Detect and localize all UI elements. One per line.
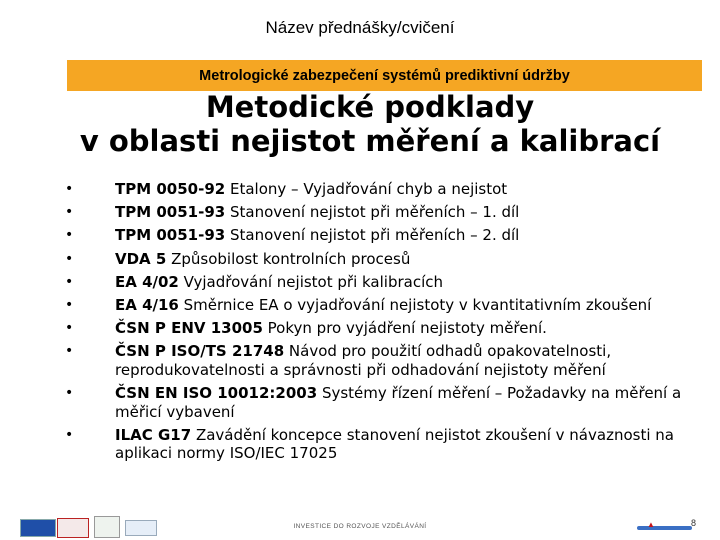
standard-code: EA 4/02 xyxy=(115,272,179,291)
project-logo xyxy=(637,518,697,535)
standard-code: TPM 0051-93 xyxy=(115,203,226,222)
standard-code: ČSN P ISO/TS 21748 xyxy=(115,342,285,361)
bullet-icon: • xyxy=(65,320,74,337)
list-item xyxy=(60,226,700,245)
subject-banner xyxy=(67,60,702,91)
list-item xyxy=(60,342,700,379)
list-item xyxy=(60,250,700,269)
bullet-icon: • xyxy=(65,250,74,267)
standard-code: ČSN EN ISO 10012:2003 xyxy=(115,384,318,402)
standard-description: Vyjadřování nejistot při kalibracích xyxy=(178,272,444,291)
bullet-icon: • xyxy=(65,204,74,221)
standard-description: Směrnice EA o vyjadřování nejistoty v kvantitativním zkoušení xyxy=(178,295,652,314)
standards-list xyxy=(60,180,700,467)
bullet-icon: • xyxy=(65,273,74,290)
standard-description: Zavádění koncepce stanovení nejistot zkoušení v návaznosti na aplikaci normy ISO/IEC 17025 xyxy=(115,425,674,463)
swoosh-icon xyxy=(637,526,692,530)
list-item xyxy=(60,203,700,222)
standard-code: TPM 0051-93 xyxy=(115,226,226,245)
standard-description: Způsobilost kontrolních procesů xyxy=(166,249,411,268)
bullet-icon: • xyxy=(65,181,74,197)
bullet-icon: • xyxy=(65,227,74,244)
subject-banner-text: Metrologické zabezpečení systémů prediktivní údržby xyxy=(199,67,570,84)
footer-investment-text: INVESTICE DO ROZVOJE VZDĚLÁVÁNÍ xyxy=(293,523,427,530)
standard-description: Návod pro použití odhadů opakovatelnosti, reprodukovatelnosti a správnosti při odhadování nejistoty měření xyxy=(115,342,612,379)
standard-description: Stanovení nejistot při měřeních – 2. díl xyxy=(225,226,520,245)
slide-title-line-1: Metodické podklady xyxy=(205,90,535,124)
list-item xyxy=(60,384,700,421)
course-title: Název přednášky/cvičení xyxy=(265,18,455,37)
bullet-icon: • xyxy=(65,343,74,360)
standard-description: Etalony – Vyjadřování chyb a nejistot xyxy=(225,180,508,198)
standard-description: Stanovení nejistot při měřeních – 1. díl xyxy=(225,203,520,222)
standard-description: Systémy řízení měření – Požadavky na měření a měřicí vybavení xyxy=(115,384,682,421)
list-item xyxy=(60,273,700,292)
standard-code: TPM 0050-92 xyxy=(115,180,226,198)
bullet-icon: • xyxy=(65,385,74,401)
footer xyxy=(0,505,720,540)
list-item xyxy=(60,319,700,338)
slide-title xyxy=(40,90,700,158)
list-item xyxy=(60,426,700,463)
page-number: 8 xyxy=(691,518,697,528)
standard-code: EA 4/16 xyxy=(115,295,179,314)
list-item xyxy=(60,296,700,315)
standard-description: Pokyn pro vyjádření nejistoty měření. xyxy=(262,319,547,338)
standard-code: ILAC G17 xyxy=(115,425,192,444)
standard-code: ČSN P ENV 13005 xyxy=(115,319,263,338)
bullet-icon: • xyxy=(65,426,74,443)
standard-code: VDA 5 xyxy=(115,249,167,268)
bullet-icon: • xyxy=(65,296,74,313)
list-item xyxy=(60,180,700,199)
logo-mark-icon: ▲ xyxy=(647,520,655,529)
slide-title-line-2: v oblasti nejistot měření a kalibrací xyxy=(79,124,661,158)
